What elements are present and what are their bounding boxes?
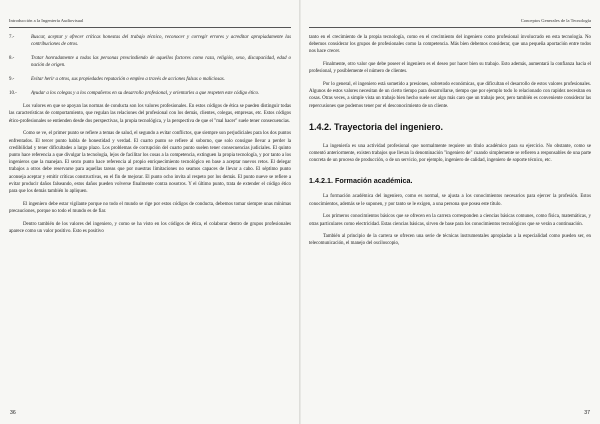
body-paragraph: Finalmente, otro valor que debe poseer el ingeniero es el deseo por hacer bien su trabajo. Esto además, aumentará la confianza hacia el profesional, y posiblemente el número de clientes. (309, 62, 591, 75)
body-paragraph: Dentro también de los valores del ingeniero, y como se ha visto en los códigos de ética, el colaborar dentro de grupos profesionales aparece como un valor positivo. Esto es positivo (9, 221, 291, 234)
list-item-text: Evitar herir a otros, sus propiedades reputación o empleo a través de acciones falsas o maliciosas. (31, 76, 225, 82)
left-page (9, 18, 291, 416)
subsection-heading: 1.4.2.1. Formación académica. (309, 176, 413, 186)
right-page (309, 18, 591, 416)
body-paragraph: Como se ve, el primer punto se refiere a temas de salud, el segundo a evitar conflictos, que siempre son perjudiciales para los dos puntos enfrentados. El tercer punto habla de honestidad y verdad. El cuarto punto se refiere al soborno, que solo consigue llevar a perder la credibilidad y tener dificultades a largo plazo. Los problemas de corrupción del cuarto punto suelen tener consecuencias judiciales. El quinto punto hace referencia a que divulgar la tecnología, lejos de facilitar los cosas a la competencia, extinguen la propia tecnología, y por tanto a los ingenieros que la manejan. El sexto punto hace referencia al propio enriquecimiento tecnológico en base a aceptar nuevos retos. El delegar trabajos a otros debe reservarse para aquellas tareas que por nuestras limitaciones no seamos capaces de llevar a cabo. El séptimo punto aconseja aceptar y emitir críticas constructivas, en el fin de mejorar. El punto ocho invita al respeto por los demás. El punto nueve se refiere a evitar producir daños falseando, estos daños pueden volverse finalmente contra nosotros. Y el último punto, trata de extender el código ético para que los demás también lo apliquen. (9, 131, 291, 194)
right-header-rule (309, 27, 591, 28)
right-running-head: Conceptos Generales de la Tecnología (520, 18, 591, 23)
list-item-text: Tratar honradamente a todas las personas prescindiendo de aquellos factores como raza, religión, sexo, discapacidad, edad o nación de origen. (31, 55, 291, 69)
list-item-number: 8.- (9, 55, 15, 61)
left-running-head: Introducción a la Ingeniería Audiovisual (9, 18, 84, 23)
list-item (9, 90, 291, 97)
body-paragraph: Los valores en que se apoyan las normas de conducta son los valores profesionales. En estos códigos de ética se pueden distinguir todas las características de comportamiento, que regulan las relaciones del profesional con los demás, clientes, colegas, empresas, etc. Estos códigos ético-profesionales se entienden desde dos perspectivas, la propia tecnológica, y la perspectiva de que el "mal hacer" suele tener consecuencias. (9, 104, 291, 124)
list-item-number: 9.- (9, 76, 15, 82)
section-heading: 1.4.2. Trayectoria del ingeniero. (309, 121, 444, 132)
body-paragraph: tanto en el crecimiento de la propia tecnología, como en el crecimiento del ingeniero como profesional involucrado en esta tecnología. No debemos considerar los grupos de profesionales como la competencia. Más bien debemos considerar, que una pequeña aportación entre todos nos hace crecer. (309, 35, 591, 55)
book-gutter (299, 0, 301, 424)
list-item-text: Buscar, aceptar y ofrecer críticas honestas del trabajo técnico, reconocer y corregir errores y acreditar apropiadamente las contribuciones de otros. (31, 35, 291, 48)
left-header-rule (9, 27, 291, 28)
ethics-code-list (9, 34, 291, 97)
right-page-body (309, 34, 591, 248)
left-page-number: 36 (10, 410, 16, 416)
list-item-number: 7.- (9, 35, 15, 40)
list-item (9, 76, 291, 83)
right-page-number: 37 (584, 410, 590, 416)
list-item (9, 34, 291, 48)
left-page-body (9, 34, 291, 235)
body-paragraph: El ingeniero debe estar vigilante porque no todo el mundo se rige por estos códigos de conducta, debemos tomar siempre unas mínimas precauciones, porque no todo el mundo es de fiar. (9, 201, 291, 214)
body-paragraph: Por lo general, el ingeniero está sometido a presiones, sobretodo económicas, que dificultan el desarrollo de estos valores profesionales. Algunos de estos valores necesitan de un cierto tiempo para desarrollarse, tiempo que por ejemplo todo lo relacionado con rapidez necesitan en cosas. Otras veces, a simple vista un trabajo bien hecho suele ser algo más caro que un trabajo peor, pero también es conveniente considerar las repercusiones que podemos tener por el desconocimiento de un cliente. (309, 82, 591, 109)
body-paragraph: Los primeros conocimientos básicos que se ofrecen en la carrera corresponden a ciencias básicas comunes, como física, matemáticas, y otras particulares como electricidad. Estas ciencias básicas, sirven de base para los conocimientos tecnológicos que se verán a continuación. (309, 214, 591, 227)
list-item-text: Ayudar a los colegas y a los compañeros en su desarrollo profesional, y orientarles a que respeten este código ético. (31, 90, 260, 96)
body-paragraph: La ingeniería es una actividad profesional que normalmente requiere un título académico para su ejercicio. No obstante, como se comentó anteriormente, existen trabajos que llevan la denominación "ingeniero de" cuando simplemente se refieren a responsables de una parte concreta de un proceso de producción, o de un servicio, por ejemplo, ingeniero de calidad, ingeniero de soporte técnico, etc. (309, 143, 591, 164)
list-item (9, 55, 291, 69)
list-item-number: 10.- (9, 90, 17, 96)
body-paragraph: También al principio de la carrera se ofrecen una serie de técnicas instrumentales apropiadas a la especialidad como pueden ser, en telecomunicación, el manejo del osciloscopio, (309, 234, 591, 247)
body-paragraph: La formación académica del ingeniero, como es normal, se ajusta a los conocimientos necesarios para ejercer la profesión. Estos conocimientos, además se le suponen, y por tanto se le exigen, a una persona que posea este título. (309, 194, 591, 207)
